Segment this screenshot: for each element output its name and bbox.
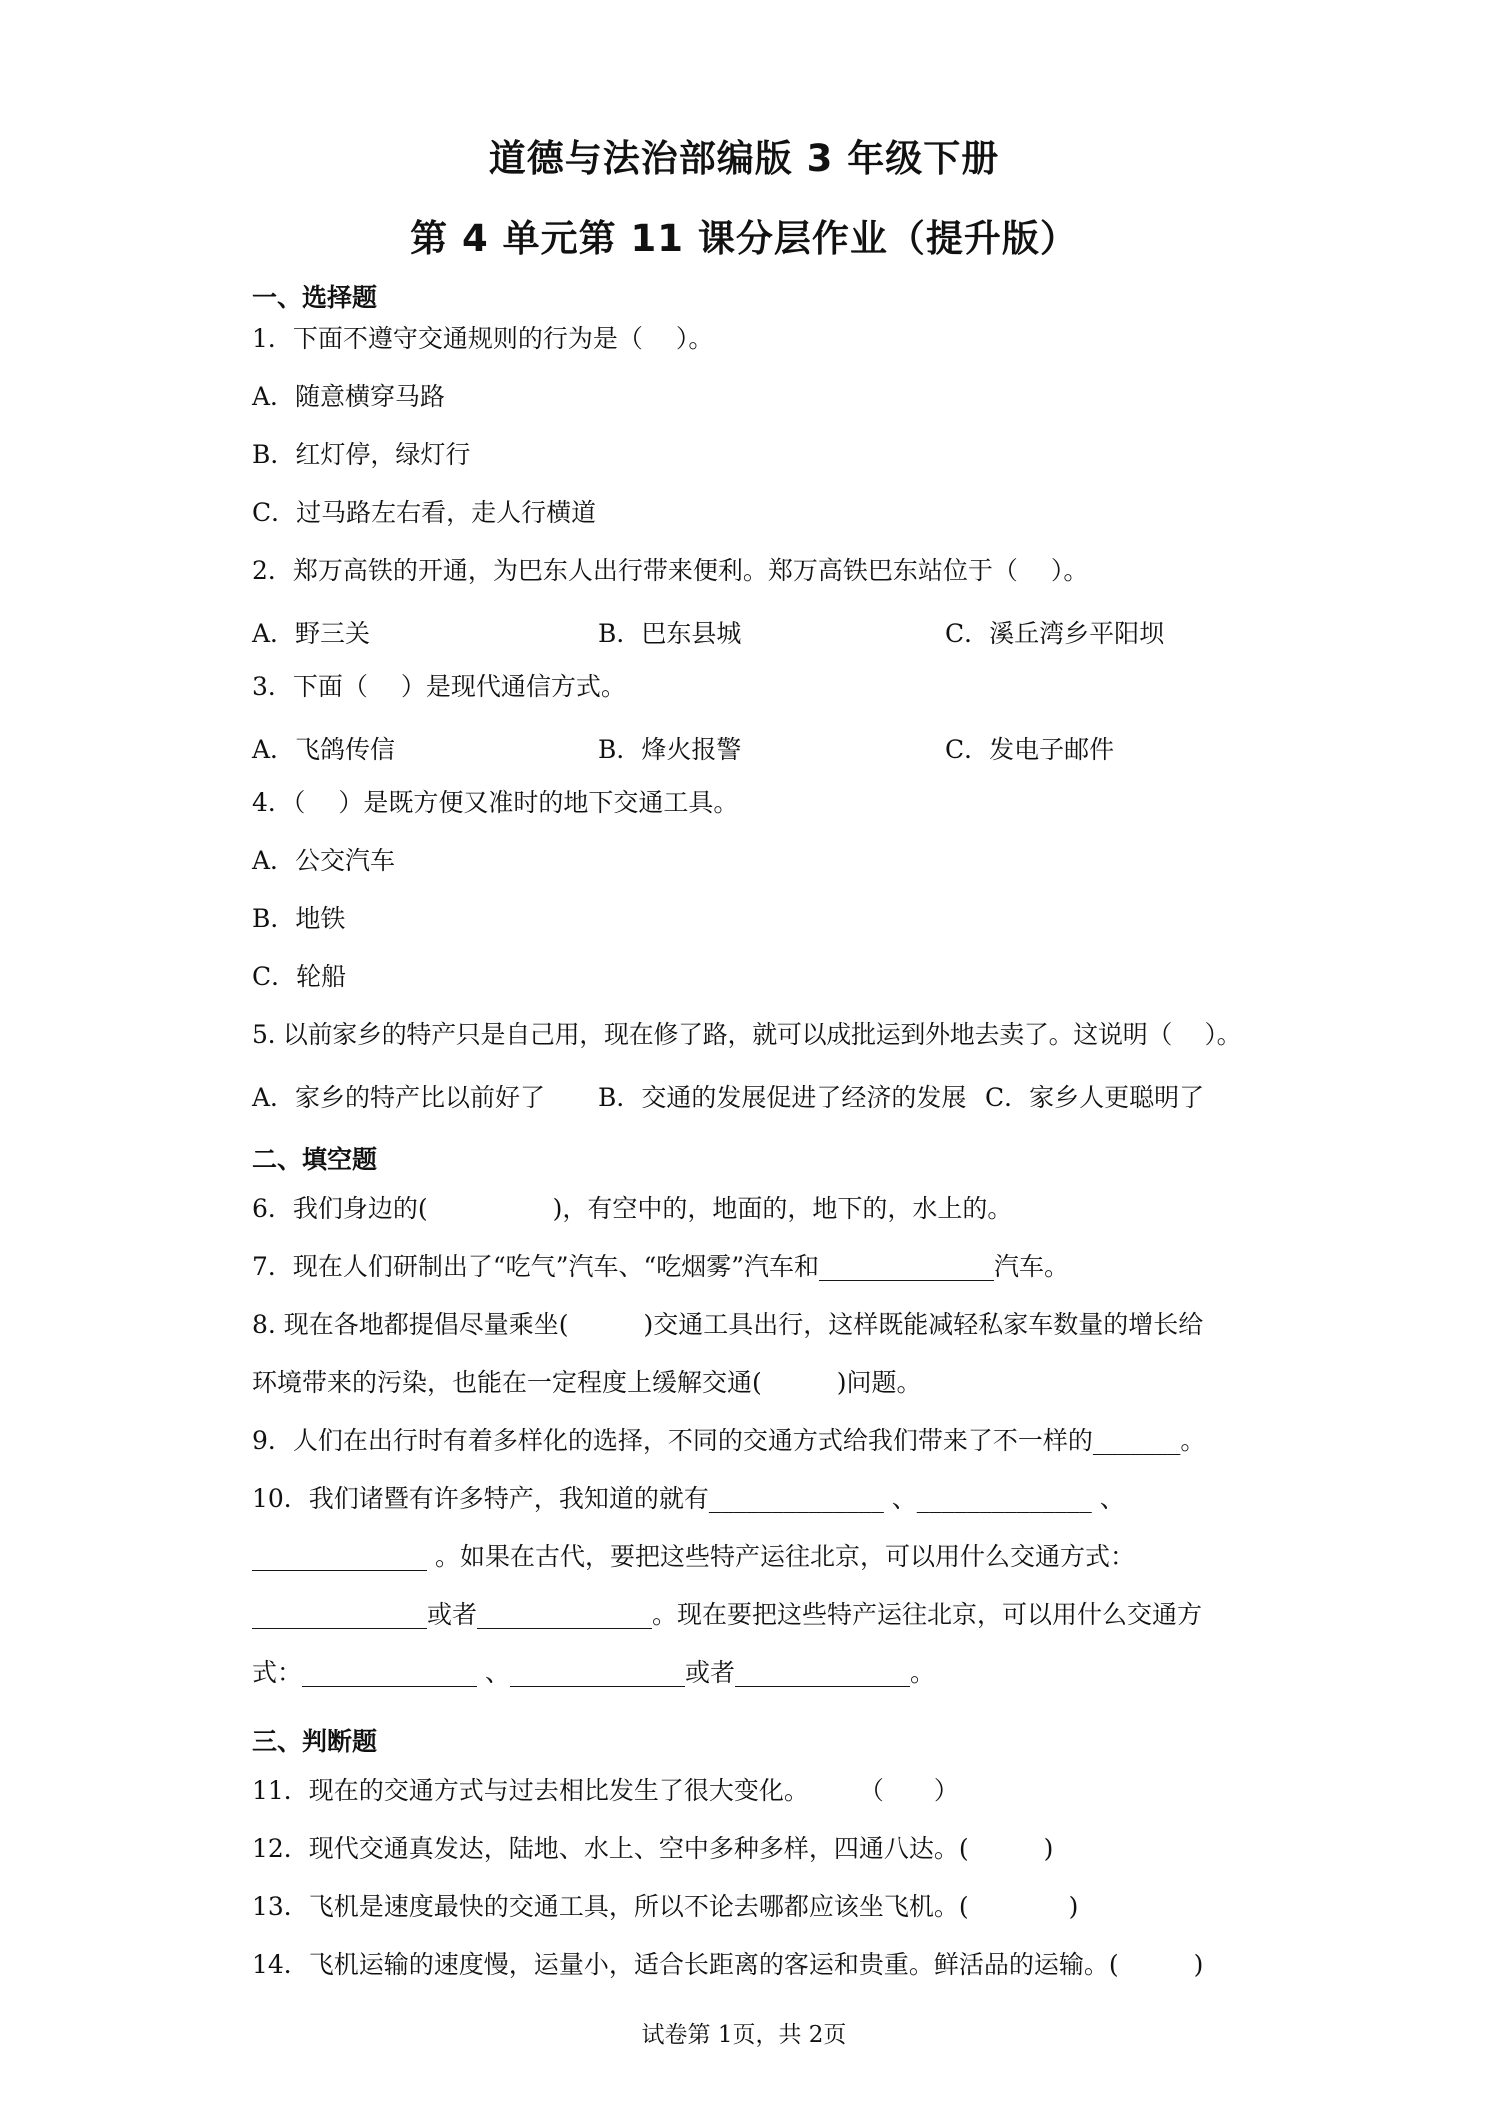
question-2-option-b: B．巴东县城: [598, 619, 742, 648]
question-3-option-b: B．烽火报警: [598, 735, 742, 764]
question-5-option-b: B．交通的发展促进了经济的发展: [598, 1083, 967, 1112]
section-heading-fill: 二、填空题: [252, 1145, 378, 1174]
question-4-option-b: B．地铁: [252, 904, 346, 933]
section-heading-choice: 一、选择题: [252, 283, 378, 312]
question-5-option-c: C．家乡人更聪明了: [985, 1083, 1205, 1112]
page-subtitle: 第 4 单元第 11 课分层作业（提升版）: [410, 217, 1078, 260]
question-1-option-a: A．随意横穿马路: [252, 382, 446, 411]
question-6: 6．我们身边的( )，有空中的，地面的，地下的，水上的。: [252, 1194, 1013, 1223]
section-heading-judge: 三、判断题: [252, 1727, 378, 1756]
question-7: 7．现在人们研制出了“吃气”汽车、“吃烟雾”汽车和______________汽车。: [252, 1252, 1070, 1281]
question-10-line-3: ______________或者______________。现在要把这些特产运往北京，可以用什么交通方: [252, 1600, 1203, 1629]
question-5-option-a: A．家乡的特产比以前好了: [252, 1083, 546, 1112]
question-1: 1．下面不遵守交通规则的行为是（ ）。: [252, 324, 714, 353]
question-1-option-b: B．红灯停，绿灯行: [252, 440, 471, 469]
question-3-option-a: A．飞鸽传信: [252, 735, 396, 764]
question-8-line-1: 8. 现在各地都提倡尽量乘坐( )交通工具出行，这样既能减轻私家车数量的增长给: [252, 1310, 1204, 1339]
question-12: 12．现代交通真发达，陆地、水上、空中多种多样，四通八达。( ): [252, 1834, 1054, 1863]
question-4: 4．（ ）是既方便又准时的地下交通工具。: [252, 788, 739, 817]
question-10-line-2: ______________ 。如果在古代，要把这些特产运往北京，可以用什么交通方式：: [252, 1542, 1135, 1571]
question-4-option-a: A．公交汽车: [252, 846, 396, 875]
question-3-option-c: C．发电子邮件: [945, 735, 1115, 764]
question-3: 3．下面（ ）是现代通信方式。: [252, 672, 626, 701]
page-footer: 试卷第 1页，共 2页: [641, 2022, 847, 2048]
question-13: 13．飞机是速度最快的交通工具，所以不论去哪都应该坐飞机。( ): [252, 1892, 1079, 1921]
question-1-option-c: C．过马路左右看，走人行横道: [252, 498, 597, 527]
question-8-line-2: 环境带来的污染，也能在一定程度上缓解交通( )问题。: [252, 1368, 922, 1397]
question-10-line-4: 式：______________ 、______________或者______________。: [252, 1658, 935, 1687]
question-2: 2．郑万高铁的开通，为巴东人出行带来便利。郑万高铁巴东站位于（ ）。: [252, 556, 1089, 585]
question-10-line-1: 10．我们诸暨有许多特产，我知道的就有______________ 、______________ 、: [252, 1484, 1125, 1513]
question-14: 14．飞机运输的速度慢，运量小，适合长距离的客运和贵重。鲜活品的运输。( ): [252, 1950, 1204, 1979]
question-2-option-c: C．溪丘湾乡平阳坝: [945, 619, 1165, 648]
page-title: 道德与法治部编版 3 年级下册: [488, 137, 1000, 180]
question-4-option-c: C．轮船: [252, 962, 347, 991]
question-5: 5. 以前家乡的特产只是自己用，现在修了路，就可以成批运到外地去卖了。这说明（ ）。: [252, 1020, 1242, 1049]
question-2-option-a: A．野三关: [252, 619, 371, 648]
question-11: 11．现在的交通方式与过去相比发生了很大变化。 （ ）: [252, 1776, 959, 1805]
question-9: 9．人们在出行时有着多样化的选择，不同的交通方式给我们带来了不一样的_______。: [252, 1426, 1206, 1455]
